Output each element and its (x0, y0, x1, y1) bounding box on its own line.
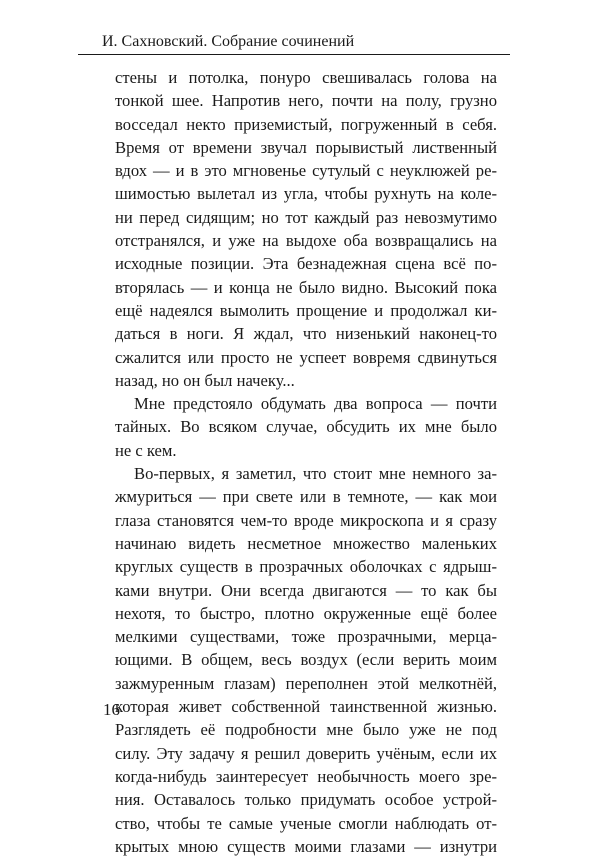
text-line: круглых существ в прозрачных оболочках с ядрыш- (115, 557, 497, 577)
text-line: Во-первых, я заметил, что стоит мне немного за- (134, 464, 497, 484)
text-line: восседал некто приземистый, погруженный в себя. (115, 114, 497, 134)
text-line: ство, чтобы те самые ученые смогли наблюдать от- (115, 813, 497, 833)
text-line: тонкой шее. Напротив него, почти на полу, грузно (115, 91, 497, 111)
text-line: исходные позиции. Эта безнадежная сцена всё по- (115, 254, 497, 274)
text-line: нехотя, то быстро, плотно окруженные ещё более (115, 603, 497, 623)
text-line: ни перед сидящим; но тот каждый раз невозмутимо (115, 207, 497, 227)
page-number: 16 (103, 700, 120, 719)
text-line: которая живет собственной таинственной жизнью. (115, 697, 497, 717)
text-line: ния. Оставалось только придумать особое устрой- (115, 790, 497, 810)
running-header (78, 32, 510, 55)
text-line: Разглядеть её подробности мне было уже не под (115, 720, 497, 740)
text-line: зажмуренным глазам) переполнен этой мелкотнёй, (115, 673, 497, 693)
text-line: ками внутри. Они всегда двигаются — то как бы (115, 580, 497, 600)
text-line: крытых мною существ моими глазами — изнутри (115, 836, 497, 856)
text-line: когда-нибудь заинтересует необычность моего зре- (115, 766, 497, 786)
text-line: сжалится или просто не успеет вовремя сдвинуться (115, 347, 497, 367)
text-line: стены и потолка, понуро свешивалась голова на (115, 68, 497, 87)
text-line: ющими. В общем, весь воздух (если верить моим (115, 650, 497, 670)
text-line: тайных. Во всяком случае, обсудить их мне было (115, 417, 497, 437)
body-text (115, 66, 497, 858)
text-line: глаза становятся чем-то вроде микроскопа и я сразу (115, 510, 497, 530)
text-line: отстранялся, и уже на выдохе оба возвращались на (115, 231, 497, 251)
text-line: не с кем. (115, 440, 177, 460)
text-line: Время от времени звучал порывистый лиственный (115, 137, 497, 157)
text-line: мелкими существами, тоже прозрачными, мерца- (115, 627, 497, 647)
text-line: вторялась — и конца не было видно. Высокий пока (115, 277, 497, 297)
text-line: вдох — и в это мгновенье сутулый с неуклюжей ре- (115, 161, 497, 181)
text-line: жмуриться — при свете или в темноте, — как мои (115, 487, 497, 507)
text-line: Мне предстояло обдумать два вопроса — почти (134, 394, 497, 414)
text-line: ещё надеялся вымолить прощение и продолжал ки- (115, 300, 497, 320)
text-line: шимостью вылетал из угла, чтобы рухнуть на коле- (115, 184, 497, 204)
text-line: назад, но он был начеку... (115, 370, 295, 390)
header-title: И. Сахновский. Собрание сочинений (102, 33, 355, 50)
text-line: начинаю видеть несметное множество маленьких (115, 533, 497, 553)
text-line: даться в ноги. Я ждал, что низенький наконец-то (115, 324, 497, 344)
text-line: силу. Эту задачу я решил доверить учёным, если их (115, 743, 497, 763)
